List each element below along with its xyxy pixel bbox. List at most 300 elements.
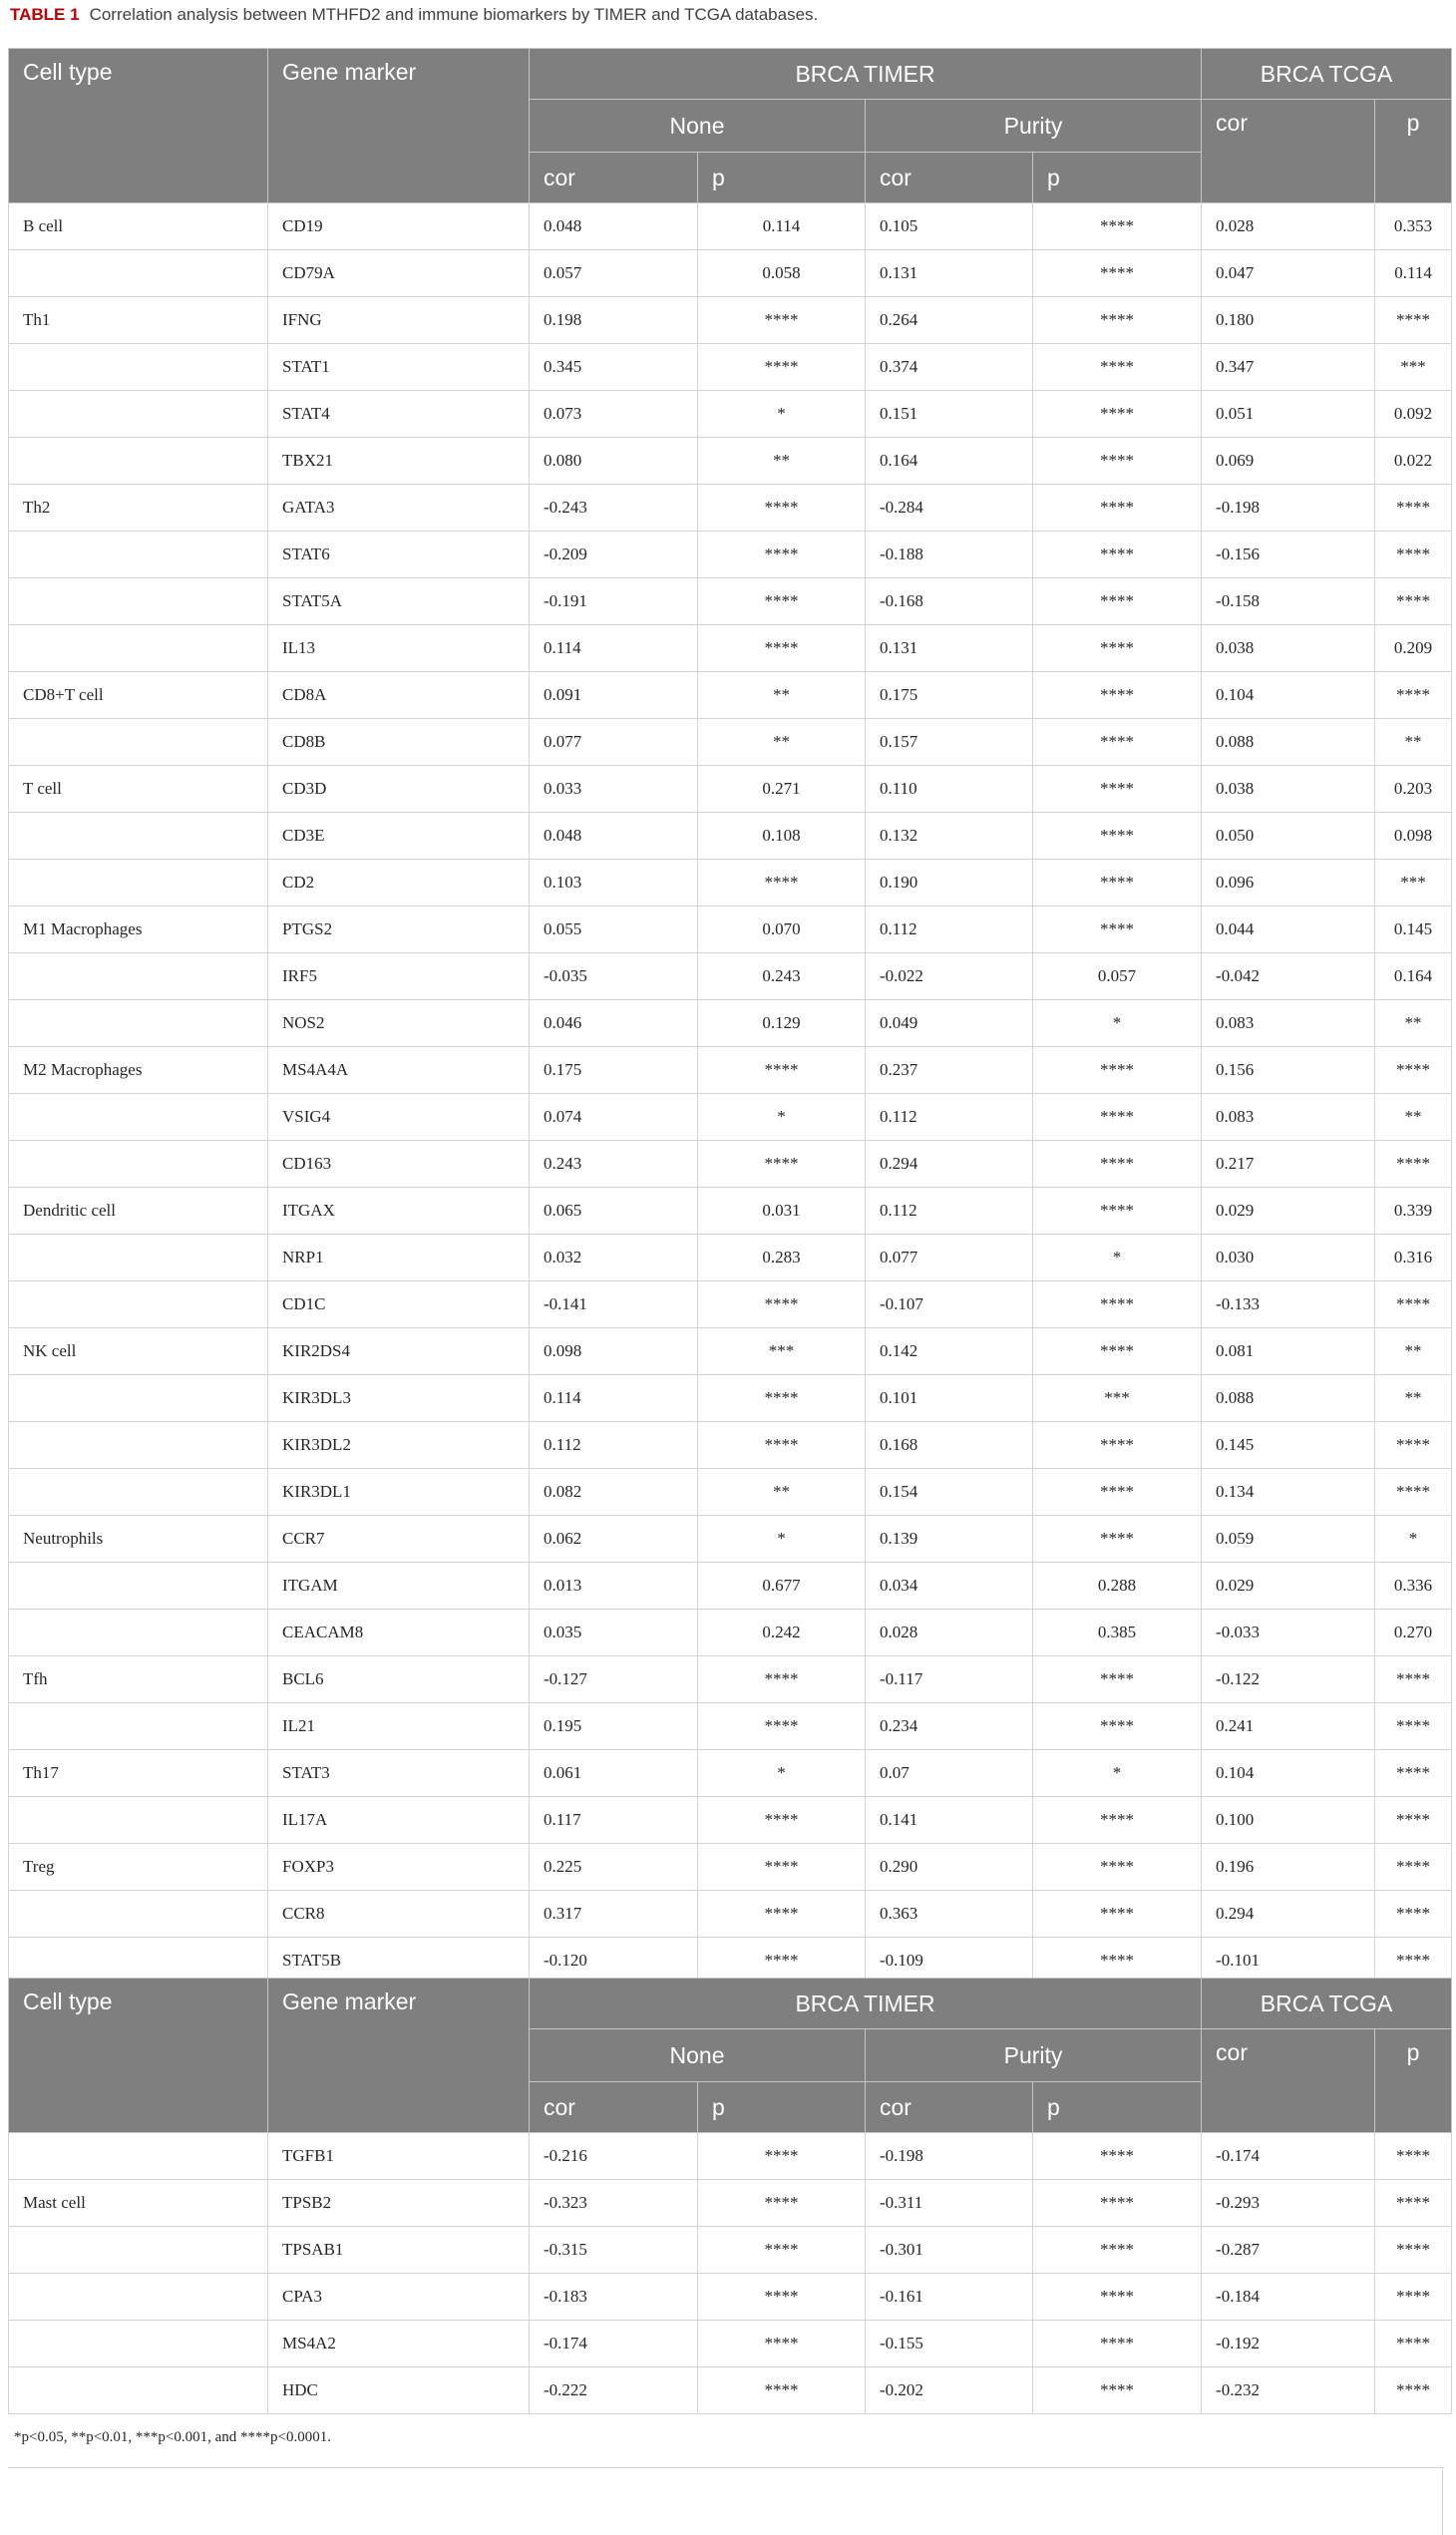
cell-gene-marker: TBX21 xyxy=(268,438,530,485)
cell-none-cor: 0.175 xyxy=(530,1047,698,1094)
cell-tcga-p: **** xyxy=(1375,1750,1452,1797)
cell-none-p: **** xyxy=(698,2321,866,2367)
cell-purity-cor: -0.202 xyxy=(866,2367,1033,2414)
cell-gene-marker: STAT5A xyxy=(268,578,530,625)
cell-tcga-cor: 0.044 xyxy=(1202,906,1375,953)
cell-tcga-cor: 0.069 xyxy=(1202,438,1375,485)
cell-gene-marker: BCL6 xyxy=(268,1656,530,1703)
table-row xyxy=(9,672,1452,719)
cell-tcga-cor: -0.192 xyxy=(1202,2321,1375,2367)
cell-purity-p: **** xyxy=(1033,2321,1202,2367)
cell-none-p: **** xyxy=(698,1047,866,1094)
cell-tcga-cor: 0.050 xyxy=(1202,813,1375,860)
table-body-continued xyxy=(9,2133,1452,2414)
cell-none-cor: 0.082 xyxy=(530,1469,698,1516)
cell-gene-marker: NOS2 xyxy=(268,1000,530,1047)
cell-tcga-cor: 0.030 xyxy=(1202,1235,1375,1281)
cell-cell-type xyxy=(9,438,268,485)
cell-purity-cor: 0.132 xyxy=(866,813,1033,860)
cell-gene-marker: HDC xyxy=(268,2367,530,2414)
cell-purity-p: **** xyxy=(1033,906,1202,953)
cell-tcga-p: **** xyxy=(1375,1469,1452,1516)
header-none-cor: cor xyxy=(530,2082,698,2133)
cell-none-p: 0.031 xyxy=(698,1188,866,1235)
header-purity-p: p xyxy=(1033,153,1202,203)
table-row xyxy=(9,250,1452,297)
table-row xyxy=(9,2321,1452,2367)
cell-purity-cor: -0.109 xyxy=(866,1938,1033,1985)
cell-cell-type xyxy=(9,1422,268,1469)
header-purity-cor: cor xyxy=(866,2082,1033,2133)
cell-gene-marker: CCR8 xyxy=(268,1891,530,1938)
cell-gene-marker: CD163 xyxy=(268,1141,530,1188)
cell-gene-marker: ITGAM xyxy=(268,1563,530,1610)
cell-purity-cor: 0.139 xyxy=(866,1516,1033,1563)
cell-none-p: **** xyxy=(698,344,866,391)
cell-none-cor: 0.061 xyxy=(530,1750,698,1797)
table-header-repeat xyxy=(9,1979,1452,2133)
cell-none-p: 0.058 xyxy=(698,250,866,297)
cell-tcga-p: **** xyxy=(1375,1047,1452,1094)
cell-tcga-p: **** xyxy=(1375,1891,1452,1938)
table-row xyxy=(9,719,1452,766)
cell-none-cor: -0.174 xyxy=(530,2321,698,2367)
cell-tcga-cor: -0.156 xyxy=(1202,532,1375,578)
table-row xyxy=(9,1563,1452,1610)
cell-tcga-cor: -0.033 xyxy=(1202,1610,1375,1656)
cell-purity-p: **** xyxy=(1033,766,1202,813)
cell-none-p: **** xyxy=(698,1938,866,1985)
cell-purity-cor: 0.101 xyxy=(866,1375,1033,1422)
cell-purity-cor: -0.168 xyxy=(866,578,1033,625)
table-row xyxy=(9,860,1452,906)
cell-none-cor: 0.048 xyxy=(530,203,698,250)
cell-tcga-cor: 0.100 xyxy=(1202,1797,1375,1844)
table-row xyxy=(9,766,1452,813)
cell-none-p: **** xyxy=(698,1844,866,1891)
table-row xyxy=(9,906,1452,953)
cell-none-cor: 0.013 xyxy=(530,1563,698,1610)
cell-none-p: **** xyxy=(698,1422,866,1469)
cell-none-p: 0.283 xyxy=(698,1235,866,1281)
cell-none-cor: 0.103 xyxy=(530,860,698,906)
cell-tcga-p: 0.270 xyxy=(1375,1610,1452,1656)
cell-cell-type xyxy=(9,1141,268,1188)
cell-purity-cor: -0.022 xyxy=(866,953,1033,1000)
cell-purity-p: * xyxy=(1033,1750,1202,1797)
cell-purity-p: **** xyxy=(1033,1141,1202,1188)
cell-tcga-p: **** xyxy=(1375,297,1452,344)
cell-none-cor: 0.032 xyxy=(530,1235,698,1281)
cell-tcga-cor: 0.029 xyxy=(1202,1188,1375,1235)
cell-cell-type xyxy=(9,344,268,391)
cell-gene-marker: CD8A xyxy=(268,672,530,719)
cell-none-cor: -0.120 xyxy=(530,1938,698,1985)
cell-purity-cor: 0.141 xyxy=(866,1797,1033,1844)
cell-gene-marker: KIR3DL3 xyxy=(268,1375,530,1422)
cell-tcga-cor: -0.158 xyxy=(1202,578,1375,625)
table-row xyxy=(9,953,1452,1000)
table-row xyxy=(9,1750,1452,1797)
cell-gene-marker: STAT5B xyxy=(268,1938,530,1985)
table-row xyxy=(9,1797,1452,1844)
cell-purity-cor: -0.161 xyxy=(866,2274,1033,2321)
cell-gene-marker: NRP1 xyxy=(268,1235,530,1281)
cell-purity-cor: 0.110 xyxy=(866,766,1033,813)
cell-purity-p: **** xyxy=(1033,1797,1202,1844)
table-label: TABLE 1 xyxy=(10,5,80,24)
cell-gene-marker: CD19 xyxy=(268,203,530,250)
cell-cell-type xyxy=(9,2227,268,2274)
cell-tcga-p: **** xyxy=(1375,2133,1452,2180)
cell-purity-p: **** xyxy=(1033,203,1202,250)
cell-tcga-cor: 0.081 xyxy=(1202,1328,1375,1375)
cell-none-cor: 0.073 xyxy=(530,391,698,438)
table-row xyxy=(9,625,1452,672)
cell-purity-cor: -0.117 xyxy=(866,1656,1033,1703)
cell-none-cor: -0.209 xyxy=(530,532,698,578)
cell-purity-p: **** xyxy=(1033,2133,1202,2180)
cell-purity-p: **** xyxy=(1033,1844,1202,1891)
cell-tcga-p: *** xyxy=(1375,860,1452,906)
footer-edge xyxy=(1442,2467,1443,2535)
cell-purity-cor: 0.034 xyxy=(866,1563,1033,1610)
cell-tcga-cor: -0.198 xyxy=(1202,485,1375,532)
cell-cell-type: M2 Macrophages xyxy=(9,1047,268,1094)
cell-none-p: 0.271 xyxy=(698,766,866,813)
table-row xyxy=(9,1703,1452,1750)
cell-tcga-p: **** xyxy=(1375,2180,1452,2227)
cell-none-cor: 0.062 xyxy=(530,1516,698,1563)
cell-purity-p: **** xyxy=(1033,297,1202,344)
cell-tcga-cor: 0.028 xyxy=(1202,203,1375,250)
cell-gene-marker: MS4A4A xyxy=(268,1047,530,1094)
table-row xyxy=(9,1188,1452,1235)
cell-gene-marker: IL21 xyxy=(268,1703,530,1750)
cell-tcga-p: *** xyxy=(1375,344,1452,391)
cell-cell-type xyxy=(9,578,268,625)
cell-none-p: **** xyxy=(698,1891,866,1938)
cell-tcga-p: 0.145 xyxy=(1375,906,1452,953)
cell-tcga-cor: -0.174 xyxy=(1202,2133,1375,2180)
cell-cell-type: Th1 xyxy=(9,297,268,344)
table-row xyxy=(9,203,1452,250)
cell-cell-type xyxy=(9,391,268,438)
cell-none-cor: -0.035 xyxy=(530,953,698,1000)
cell-purity-p: **** xyxy=(1033,250,1202,297)
cell-tcga-p: 0.336 xyxy=(1375,1563,1452,1610)
cell-none-cor: 0.080 xyxy=(530,438,698,485)
cell-gene-marker: CD8B xyxy=(268,719,530,766)
cell-tcga-cor: 0.083 xyxy=(1202,1094,1375,1141)
cell-tcga-cor: 0.145 xyxy=(1202,1422,1375,1469)
cell-gene-marker: CD1C xyxy=(268,1281,530,1328)
cell-tcga-cor: 0.217 xyxy=(1202,1141,1375,1188)
cell-none-p: ** xyxy=(698,672,866,719)
cell-tcga-cor: 0.038 xyxy=(1202,625,1375,672)
cell-purity-cor: 0.077 xyxy=(866,1235,1033,1281)
cell-purity-cor: 0.112 xyxy=(866,906,1033,953)
cell-tcga-p: 0.114 xyxy=(1375,250,1452,297)
header-brca-tcga: BRCA TCGA xyxy=(1202,1979,1452,2029)
cell-tcga-cor: 0.294 xyxy=(1202,1891,1375,1938)
header-none-p: p xyxy=(698,2082,866,2133)
cell-none-p: 0.242 xyxy=(698,1610,866,1656)
cell-tcga-cor: 0.104 xyxy=(1202,672,1375,719)
table-caption xyxy=(10,2,1436,28)
cell-cell-type xyxy=(9,2133,268,2180)
cell-tcga-cor: 0.029 xyxy=(1202,1563,1375,1610)
cell-none-p: * xyxy=(698,1750,866,1797)
cell-none-cor: 0.225 xyxy=(530,1844,698,1891)
cell-gene-marker: IL17A xyxy=(268,1797,530,1844)
table-row xyxy=(9,485,1452,532)
cell-tcga-p: **** xyxy=(1375,1703,1452,1750)
cell-purity-cor: 0.157 xyxy=(866,719,1033,766)
cell-cell-type xyxy=(9,1610,268,1656)
table-row xyxy=(9,1281,1452,1328)
table-row xyxy=(9,1516,1452,1563)
cell-purity-p: **** xyxy=(1033,1047,1202,1094)
header-tcga-p: p xyxy=(1375,2029,1452,2133)
cell-purity-p: **** xyxy=(1033,1469,1202,1516)
cell-none-cor: 0.035 xyxy=(530,1610,698,1656)
cell-tcga-cor: -0.101 xyxy=(1202,1938,1375,1985)
cell-purity-p: **** xyxy=(1033,578,1202,625)
cell-cell-type: M1 Macrophages xyxy=(9,906,268,953)
cell-gene-marker: CD2 xyxy=(268,860,530,906)
cell-none-p: ** xyxy=(698,438,866,485)
cell-purity-cor: 0.07 xyxy=(866,1750,1033,1797)
cell-gene-marker: VSIG4 xyxy=(268,1094,530,1141)
cell-none-p: 0.070 xyxy=(698,906,866,953)
cell-cell-type xyxy=(9,1375,268,1422)
cell-tcga-p: 0.316 xyxy=(1375,1235,1452,1281)
cell-cell-type xyxy=(9,1563,268,1610)
table-row xyxy=(9,1375,1452,1422)
cell-purity-cor: -0.155 xyxy=(866,2321,1033,2367)
cell-cell-type xyxy=(9,953,268,1000)
cell-gene-marker: IL13 xyxy=(268,625,530,672)
cell-none-cor: -0.243 xyxy=(530,485,698,532)
cell-purity-p: **** xyxy=(1033,1094,1202,1141)
cell-cell-type xyxy=(9,1797,268,1844)
table-row xyxy=(9,1141,1452,1188)
header-purity: Purity xyxy=(866,100,1202,153)
header-tcga-cor: cor xyxy=(1202,100,1375,203)
cell-purity-p: **** xyxy=(1033,1938,1202,1985)
cell-tcga-cor: 0.347 xyxy=(1202,344,1375,391)
cell-purity-p: **** xyxy=(1033,1188,1202,1235)
header-cell-type: Cell type xyxy=(9,49,268,203)
table-row xyxy=(9,1469,1452,1516)
cell-none-p: **** xyxy=(698,578,866,625)
cell-purity-cor: -0.198 xyxy=(866,2133,1033,2180)
table-row xyxy=(9,1422,1452,1469)
cell-purity-cor: 0.142 xyxy=(866,1328,1033,1375)
cell-none-p: **** xyxy=(698,1656,866,1703)
cell-purity-cor: -0.188 xyxy=(866,532,1033,578)
table-row xyxy=(9,1235,1452,1281)
cell-purity-cor: 0.264 xyxy=(866,297,1033,344)
correlation-table-part-1 xyxy=(8,48,1452,1985)
table-row xyxy=(9,2180,1452,2227)
table-row xyxy=(9,2274,1452,2321)
cell-none-cor: -0.127 xyxy=(530,1656,698,1703)
cell-tcga-cor: -0.232 xyxy=(1202,2367,1375,2414)
cell-none-cor: -0.222 xyxy=(530,2367,698,2414)
table-row xyxy=(9,1844,1452,1891)
cell-none-cor: -0.191 xyxy=(530,578,698,625)
cell-tcga-p: 0.098 xyxy=(1375,813,1452,860)
cell-none-cor: 0.112 xyxy=(530,1422,698,1469)
cell-tcga-p: **** xyxy=(1375,1844,1452,1891)
cell-tcga-cor: 0.059 xyxy=(1202,1516,1375,1563)
cell-gene-marker: TGFB1 xyxy=(268,2133,530,2180)
cell-none-p: **** xyxy=(698,1797,866,1844)
table-row xyxy=(9,1328,1452,1375)
cell-tcga-cor: 0.088 xyxy=(1202,719,1375,766)
cell-purity-cor: 0.168 xyxy=(866,1422,1033,1469)
cell-gene-marker: TPSAB1 xyxy=(268,2227,530,2274)
footer-divider xyxy=(8,2467,1444,2468)
cell-gene-marker: CD3E xyxy=(268,813,530,860)
cell-purity-p: 0.057 xyxy=(1033,953,1202,1000)
cell-purity-p: * xyxy=(1033,1000,1202,1047)
cell-none-p: **** xyxy=(698,2133,866,2180)
cell-purity-cor: 0.234 xyxy=(866,1703,1033,1750)
cell-none-p: **** xyxy=(698,2227,866,2274)
cell-tcga-cor: 0.241 xyxy=(1202,1703,1375,1750)
cell-purity-cor: 0.112 xyxy=(866,1094,1033,1141)
cell-none-p: **** xyxy=(698,625,866,672)
header-none-cor: cor xyxy=(530,153,698,203)
cell-tcga-cor: 0.196 xyxy=(1202,1844,1375,1891)
cell-none-p: **** xyxy=(698,1141,866,1188)
cell-gene-marker: GATA3 xyxy=(268,485,530,532)
cell-gene-marker: CPA3 xyxy=(268,2274,530,2321)
cell-gene-marker: CD3D xyxy=(268,766,530,813)
cell-purity-cor: -0.311 xyxy=(866,2180,1033,2227)
table-row xyxy=(9,1000,1452,1047)
cell-purity-p: * xyxy=(1033,1235,1202,1281)
table-row xyxy=(9,1656,1452,1703)
cell-none-p: **** xyxy=(698,297,866,344)
cell-none-p: * xyxy=(698,391,866,438)
cell-tcga-p: ** xyxy=(1375,1094,1452,1141)
cell-purity-cor: 0.154 xyxy=(866,1469,1033,1516)
correlation-table-part-2 xyxy=(8,1978,1452,2414)
cell-purity-p: **** xyxy=(1033,2367,1202,2414)
cell-cell-type xyxy=(9,813,268,860)
cell-tcga-p: **** xyxy=(1375,2227,1452,2274)
cell-none-cor: 0.046 xyxy=(530,1000,698,1047)
header-none: None xyxy=(530,2029,866,2082)
table-row xyxy=(9,2133,1452,2180)
cell-cell-type: Treg xyxy=(9,1844,268,1891)
cell-none-p: **** xyxy=(698,485,866,532)
cell-none-p: **** xyxy=(698,1703,866,1750)
cell-cell-type xyxy=(9,1000,268,1047)
cell-purity-p: **** xyxy=(1033,2180,1202,2227)
table-row xyxy=(9,438,1452,485)
cell-none-cor: 0.055 xyxy=(530,906,698,953)
cell-tcga-cor: -0.042 xyxy=(1202,953,1375,1000)
cell-purity-p: **** xyxy=(1033,860,1202,906)
cell-cell-type xyxy=(9,2367,268,2414)
header-purity: Purity xyxy=(866,2029,1202,2082)
cell-none-cor: -0.216 xyxy=(530,2133,698,2180)
cell-cell-type xyxy=(9,1891,268,1938)
cell-cell-type xyxy=(9,2274,268,2321)
cell-gene-marker: KIR3DL2 xyxy=(268,1422,530,1469)
cell-none-p: ** xyxy=(698,1469,866,1516)
cell-purity-p: **** xyxy=(1033,1703,1202,1750)
cell-gene-marker: IRF5 xyxy=(268,953,530,1000)
cell-tcga-p: **** xyxy=(1375,2367,1452,2414)
cell-cell-type xyxy=(9,625,268,672)
cell-tcga-p: ** xyxy=(1375,1328,1452,1375)
table-row xyxy=(9,1610,1452,1656)
cell-purity-p: 0.288 xyxy=(1033,1563,1202,1610)
cell-tcga-p: **** xyxy=(1375,1938,1452,1985)
cell-tcga-cor: 0.083 xyxy=(1202,1000,1375,1047)
cell-purity-cor: 0.374 xyxy=(866,344,1033,391)
cell-tcga-cor: 0.104 xyxy=(1202,1750,1375,1797)
cell-none-p: * xyxy=(698,1094,866,1141)
cell-cell-type: Th17 xyxy=(9,1750,268,1797)
cell-tcga-p: **** xyxy=(1375,1281,1452,1328)
cell-none-cor: 0.195 xyxy=(530,1703,698,1750)
cell-tcga-cor: -0.133 xyxy=(1202,1281,1375,1328)
cell-none-cor: 0.117 xyxy=(530,1797,698,1844)
cell-purity-p: **** xyxy=(1033,438,1202,485)
cell-cell-type: Dendritic cell xyxy=(9,1188,268,1235)
cell-tcga-cor: 0.051 xyxy=(1202,391,1375,438)
cell-none-cor: -0.315 xyxy=(530,2227,698,2274)
cell-gene-marker: STAT4 xyxy=(268,391,530,438)
cell-tcga-p: **** xyxy=(1375,2274,1452,2321)
cell-purity-cor: 0.028 xyxy=(866,1610,1033,1656)
header-gene-marker: Gene marker xyxy=(268,49,530,203)
cell-none-p: 0.677 xyxy=(698,1563,866,1610)
cell-tcga-cor: 0.038 xyxy=(1202,766,1375,813)
cell-tcga-p: **** xyxy=(1375,485,1452,532)
cell-cell-type xyxy=(9,1469,268,1516)
header-purity-p: p xyxy=(1033,2082,1202,2133)
cell-purity-p: 0.385 xyxy=(1033,1610,1202,1656)
cell-tcga-cor: 0.096 xyxy=(1202,860,1375,906)
cell-none-cor: 0.098 xyxy=(530,1328,698,1375)
cell-tcga-cor: 0.047 xyxy=(1202,250,1375,297)
cell-tcga-cor: 0.180 xyxy=(1202,297,1375,344)
cell-tcga-p: **** xyxy=(1375,1422,1452,1469)
header-none-p: p xyxy=(698,153,866,203)
cell-none-cor: -0.141 xyxy=(530,1281,698,1328)
header-purity-cor: cor xyxy=(866,153,1033,203)
cell-purity-p: **** xyxy=(1033,625,1202,672)
cell-purity-cor: -0.107 xyxy=(866,1281,1033,1328)
cell-tcga-cor: -0.293 xyxy=(1202,2180,1375,2227)
cell-none-cor: 0.317 xyxy=(530,1891,698,1938)
cell-purity-p: **** xyxy=(1033,532,1202,578)
cell-purity-cor: 0.131 xyxy=(866,250,1033,297)
cell-purity-p: **** xyxy=(1033,2274,1202,2321)
cell-purity-p: **** xyxy=(1033,485,1202,532)
cell-tcga-p: **** xyxy=(1375,532,1452,578)
cell-gene-marker: CEACAM8 xyxy=(268,1610,530,1656)
cell-tcga-p: **** xyxy=(1375,1797,1452,1844)
